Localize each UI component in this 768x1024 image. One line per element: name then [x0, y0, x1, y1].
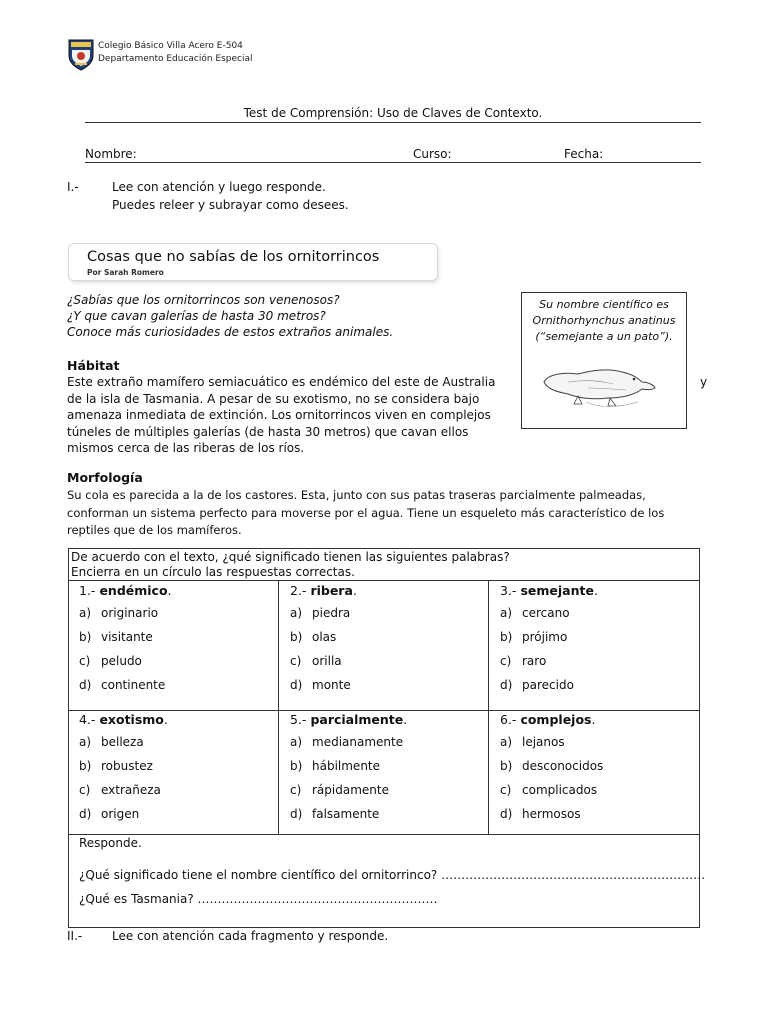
- question-number: 5.-: [290, 712, 307, 727]
- question-word: exotismo: [99, 712, 164, 727]
- option-text: prójimo: [522, 630, 568, 644]
- option-text: desconocidos: [522, 759, 604, 773]
- section-2-numeral: II.-: [67, 929, 83, 943]
- fecha-label: Fecha:: [564, 147, 604, 161]
- option-text: parecido: [522, 678, 574, 692]
- table-divider: [68, 834, 700, 835]
- question-tasmania: ¿Qué es Tasmania? ……………………………………………………: [79, 892, 438, 906]
- option-letter: b): [290, 630, 303, 644]
- option-letter: d): [79, 807, 92, 821]
- section-1-numeral: I.-: [67, 180, 79, 194]
- answer-option[interactable]: [290, 606, 350, 620]
- answer-option[interactable]: [290, 678, 351, 692]
- table-divider: [68, 710, 700, 711]
- question-5-heading: [290, 712, 407, 727]
- option-text: raro: [522, 654, 547, 668]
- answer-option[interactable]: [79, 735, 144, 749]
- answer-option[interactable]: [290, 654, 342, 668]
- option-text: robustez: [101, 759, 153, 773]
- section-1-line-1: Lee con atención y luego responde.: [112, 180, 326, 194]
- question-number: 4.-: [79, 712, 96, 727]
- option-letter: a): [290, 735, 303, 749]
- answer-option[interactable]: [500, 807, 581, 821]
- answer-option[interactable]: [79, 678, 165, 692]
- answer-option[interactable]: [290, 735, 403, 749]
- answer-option[interactable]: [79, 783, 161, 797]
- section-1-instructions: [112, 178, 349, 214]
- option-text: originario: [101, 606, 159, 620]
- question-word: endémico: [99, 583, 168, 598]
- habitat-line: de la isla de Tasmania. A pesar de su exotismo, no se considera bajo: [67, 391, 480, 406]
- question-end: .: [593, 583, 598, 598]
- option-text: hermosos: [522, 807, 581, 821]
- school-line-1: Colegio Básico Villa Acero E-504: [98, 41, 243, 51]
- question-end: .: [163, 712, 168, 727]
- option-text: medianamente: [312, 735, 404, 749]
- morfologia-line: reptiles que de los mamíferos.: [67, 523, 242, 537]
- option-text: visitante: [101, 630, 153, 644]
- section-2-instructions: Lee con atención cada fragmento y responde.: [112, 929, 389, 943]
- vocab-instr-line-2: Encierra en un círculo las respuestas correctas.: [71, 565, 355, 579]
- question-scientific-name: ¿Qué significado tiene el nombre científico del ornitorrinco? …………………………………………………………: [79, 868, 706, 882]
- option-letter: c): [79, 654, 91, 668]
- question-number: 2.-: [290, 583, 307, 598]
- answer-option[interactable]: [290, 807, 379, 821]
- answer-option[interactable]: [500, 606, 570, 620]
- option-letter: b): [500, 630, 513, 644]
- option-letter: b): [500, 759, 513, 773]
- option-letter: c): [290, 783, 302, 797]
- lead-line: ¿Y que cavan galerías de hasta 30 metros?: [67, 309, 326, 323]
- title-rule: [85, 122, 701, 123]
- answer-option[interactable]: [79, 807, 139, 821]
- article-title: Cosas que no sabías de los ornitorrincos: [87, 249, 380, 265]
- answer-option[interactable]: [500, 759, 603, 773]
- table-divider: [488, 580, 489, 834]
- question-6-heading: [500, 712, 595, 727]
- test-title: Test de Comprensión: Uso de Claves de Contexto.: [243, 106, 543, 120]
- article-lead: [67, 292, 507, 340]
- morfologia-line: conforman un sistema perfecto para moverse por el agua. Tiene un esqueleto más característico de los: [67, 505, 665, 520]
- option-text: peludo: [101, 654, 142, 668]
- question-1-heading: [79, 583, 172, 598]
- option-letter: a): [500, 735, 513, 749]
- question-word: semejante: [520, 583, 594, 598]
- platypus-illustration-icon: [538, 352, 658, 412]
- answer-option[interactable]: [290, 759, 380, 773]
- answer-option[interactable]: [290, 630, 336, 644]
- table-divider: [68, 580, 700, 581]
- option-letter: c): [500, 654, 512, 668]
- option-text: piedra: [312, 606, 351, 620]
- option-text: lejanos: [522, 735, 565, 749]
- option-letter: b): [79, 630, 92, 644]
- option-text: belleza: [101, 735, 144, 749]
- answer-option[interactable]: [500, 783, 597, 797]
- question-end: .: [591, 712, 596, 727]
- question-end: .: [167, 583, 172, 598]
- answer-option[interactable]: [79, 606, 158, 620]
- school-line-2: Departamento Educación Especial: [98, 54, 253, 64]
- option-letter: d): [290, 807, 303, 821]
- option-letter: d): [79, 678, 92, 692]
- option-letter: c): [500, 783, 512, 797]
- question-end: .: [352, 583, 357, 598]
- option-text: cercano: [522, 606, 570, 620]
- fields-rule: [85, 162, 701, 163]
- answer-option[interactable]: [500, 735, 565, 749]
- question-number: 1.-: [79, 583, 96, 598]
- sidebar-line: Su nombre científico es: [539, 298, 669, 311]
- habitat-line: túneles de múltiples galerías (de hasta 30 metros) que cavan ellos: [67, 424, 469, 439]
- lead-line: ¿Sabías que los ornitorrincos son venenosos?: [67, 293, 340, 307]
- answer-option[interactable]: [500, 654, 546, 668]
- option-letter: a): [500, 606, 513, 620]
- option-letter: b): [290, 759, 303, 773]
- option-text: continente: [101, 678, 166, 692]
- option-text: extrañeza: [101, 783, 161, 797]
- option-letter: c): [290, 654, 302, 668]
- question-word: ribera: [310, 583, 353, 598]
- morfologia-heading: Morfología: [67, 470, 143, 485]
- option-text: complicados: [522, 783, 598, 797]
- vocab-instr-line-1: De acuerdo con el texto, ¿qué significado tienen las siguientes palabras?: [71, 550, 510, 564]
- option-text: orilla: [312, 654, 342, 668]
- curso-label: Curso:: [413, 147, 452, 161]
- option-text: falsamente: [312, 807, 380, 821]
- option-letter: d): [500, 678, 513, 692]
- section-1-line-2: Puedes releer y subrayar como desees.: [112, 198, 349, 212]
- option-text: origen: [101, 807, 140, 821]
- option-text: hábilmente: [312, 759, 381, 773]
- school-crest-icon: [67, 38, 95, 72]
- scientific-name-text: [521, 297, 687, 345]
- option-text: olas: [312, 630, 337, 644]
- responde-label: Responde.: [79, 836, 142, 850]
- option-letter: c): [79, 783, 91, 797]
- vocabulary-instructions: [71, 550, 510, 580]
- question-word: complejos: [520, 712, 592, 727]
- stray-letter: y: [700, 375, 708, 389]
- answer-option[interactable]: [290, 783, 389, 797]
- option-text: monte: [312, 678, 351, 692]
- answer-option[interactable]: [79, 630, 153, 644]
- question-4-heading: [79, 712, 168, 727]
- habitat-line: amenaza inmediata de extinción. Los ornitorrincos viven en complejos: [67, 408, 491, 422]
- answer-option[interactable]: [500, 678, 574, 692]
- lead-line: Conoce más curiosidades de estos extraños animales.: [67, 325, 394, 339]
- question-end: .: [403, 712, 408, 727]
- habitat-paragraph: [67, 374, 508, 457]
- table-divider: [278, 580, 279, 834]
- question-word: parcialmente: [310, 712, 404, 727]
- option-letter: a): [290, 606, 303, 620]
- nombre-label: Nombre:: [85, 147, 137, 161]
- school-name: [98, 40, 253, 66]
- morfologia-line: Su cola es parecida a la de los castores. Esta, junto con sus patas traseras parcialmente palmeadas,: [67, 488, 646, 502]
- option-letter: a): [79, 735, 92, 749]
- habitat-heading: Hábitat: [67, 358, 120, 373]
- answer-option[interactable]: [500, 630, 567, 644]
- option-letter: d): [500, 807, 513, 821]
- sidebar-line: Ornithorhynchus anatinus: [532, 314, 676, 327]
- question-3-heading: [500, 583, 598, 598]
- answer-option[interactable]: [79, 654, 142, 668]
- article-byline: Por Sarah Romero: [87, 268, 164, 277]
- habitat-line: Este extraño mamífero semiacuático es endémico del este de Australia: [67, 375, 496, 389]
- question-number: 3.-: [500, 583, 517, 598]
- habitat-line: mismos cerca de las riberas de los ríos.: [67, 441, 305, 455]
- sidebar-line: (“semejante a un pato”).: [535, 330, 673, 343]
- question-2-heading: [290, 583, 357, 598]
- option-letter: a): [79, 606, 92, 620]
- option-letter: b): [79, 759, 92, 773]
- morfologia-paragraph: [67, 487, 700, 540]
- option-letter: d): [290, 678, 303, 692]
- question-number: 6.-: [500, 712, 517, 727]
- option-text: rápidamente: [312, 783, 389, 797]
- answer-option[interactable]: [79, 759, 153, 773]
